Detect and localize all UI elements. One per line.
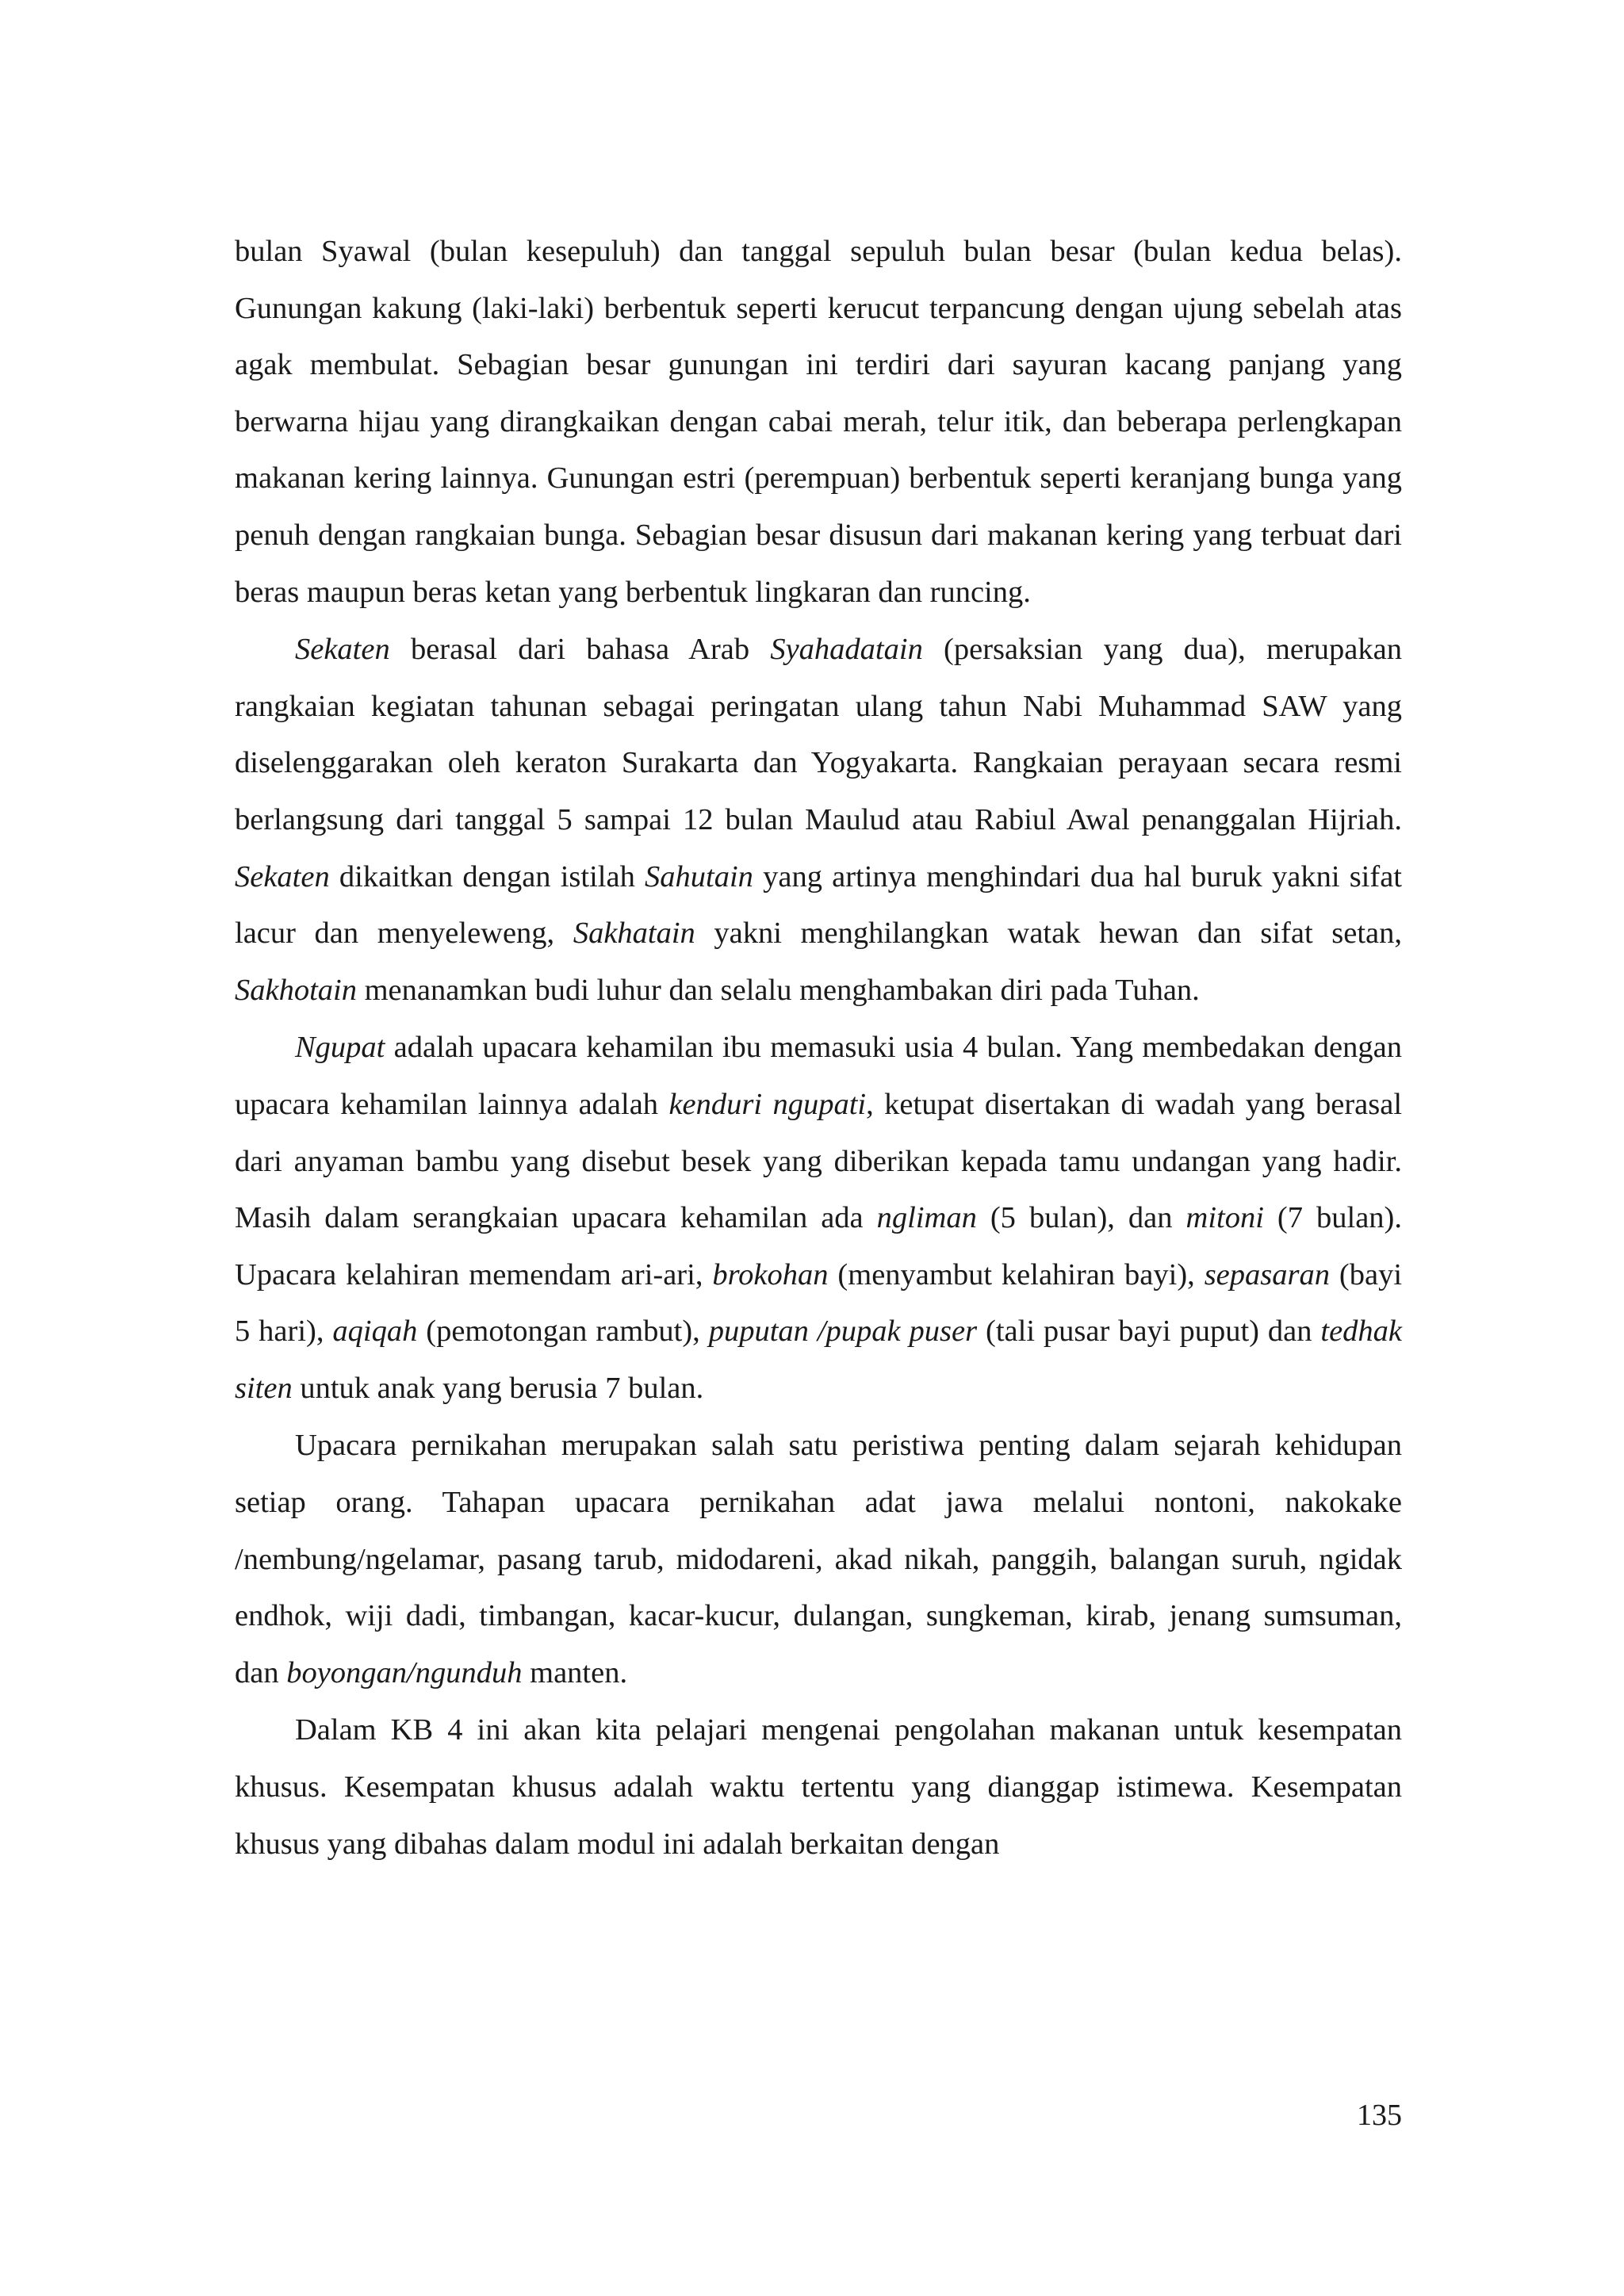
text-run: (menyambut kelahiran bayi), xyxy=(828,1257,1205,1292)
paragraph-1 xyxy=(235,224,1402,621)
italic-term: puputan /pupak puser xyxy=(708,1314,978,1349)
text-run: (7 bulan). Upacara kelahiran memendam ari-ari, xyxy=(235,1201,1402,1292)
text-run: yakni menghilangkan watak hewan dan sifat setan, xyxy=(695,916,1402,951)
italic-term: Syahadatain xyxy=(770,633,923,667)
text-run: (bayi 5 hari), xyxy=(235,1257,1403,1349)
italic-term: ngliman xyxy=(876,1201,977,1235)
text-run: berasal dari bahasa Arab xyxy=(389,633,771,667)
italic-term: Sakhatain xyxy=(573,916,695,951)
paragraph-3 xyxy=(235,1020,1402,1417)
text-run: Upacara pernikahan merupakan salah satu peristiwa penting dalam sejarah kehidupan setiap orang. Tahapan upacara pernikahan adat jawa melalui nontoni, nakokake /nembung/ngelamar, pasang tarub, midodareni, akad nikah, panggih, balangan suruh, ngidak endhok, wiji dadi, timbangan, kacar-kucur, dulangan, sungkeman, kirab, jenang sumsuman, dan xyxy=(235,1429,1402,1689)
paragraph-4 xyxy=(235,1418,1402,1701)
text-run: yang artinya menghindari dua hal buruk yakni sifat lacur dan menyeleweng, xyxy=(235,859,1402,951)
italic-term: Sekaten xyxy=(295,633,390,667)
text-run: (pemotongan rambut), xyxy=(417,1314,709,1349)
italic-term: Sakhotain xyxy=(235,973,357,1007)
italic-term: mitoni xyxy=(1185,1201,1264,1235)
italic-term: brokohan xyxy=(712,1257,829,1292)
text-run: adalah upacara kehamilan ibu memasuki usia 4 bulan. Yang membedakan dengan upacara kehamilan lainnya adalah xyxy=(235,1031,1402,1121)
paragraph-5 xyxy=(235,1702,1402,1873)
italic-term: Sekaten xyxy=(235,859,330,894)
italic-term: sepasaran xyxy=(1204,1257,1330,1292)
italic-term: boyongan/ngunduh xyxy=(286,1655,523,1689)
italic-term: Sahutain xyxy=(645,859,753,894)
text-run: (5 bulan), dan xyxy=(976,1201,1186,1235)
italic-term: aqiqah xyxy=(332,1314,418,1349)
paragraph-2 xyxy=(235,622,1402,1019)
page-number: 135 xyxy=(1357,2099,1402,2132)
italic-term: kenduri ngupati xyxy=(668,1087,867,1121)
italic-term: tedhak siten xyxy=(235,1314,1403,1405)
text-run: manten. xyxy=(522,1655,628,1689)
text-run: (persaksian yang dua), merupakan rangkaian kegiatan tahunan sebagai peringatan ulang tahun Nabi Muhammad SAW yang diselenggarakan oleh keraton Surakarta dan Yogyakarta. Rangkaian perayaan secara resmi berlangsung dari tanggal 5 sampai 12 bulan Maulud atau Rabiul Awal penanggalan Hijriah. xyxy=(235,633,1402,836)
text-run: , ketupat disertakan di wadah yang berasal dari anyaman bambu yang disebut besek yang diberikan kepada tamu undangan yang hadir. Masih dalam serangkaian upacara kehamilan ada xyxy=(235,1087,1403,1235)
text-run: untuk anak yang berusia 7 bulan. xyxy=(292,1371,704,1405)
text-run: menanamkan budi luhur dan selalu menghambakan diri pada Tuhan. xyxy=(356,973,1200,1007)
text-run: (tali pusar bayi puput) dan xyxy=(977,1314,1321,1349)
body-text xyxy=(235,224,1402,1873)
text-run: bulan Syawal (bulan kesepuluh) dan tanggal sepuluh bulan besar (bulan kedua belas). Gunungan kakung (laki-laki) berbentuk seperti kerucut terpancung dengan ujung sebelah atas agak membulat. Sebagian besar gunungan ini terdiri dari sayuran kacang panjang yang berwarna hijau yang dirangkaikan dengan cabai merah, telur itik, dan beberapa perlengkapan makanan kering lainnya. Gunungan estri (perempuan) berbentuk seperti keranjang bunga yang penuh dengan rangkaian bunga. Sebagian besar disusun dari makanan kering yang terbuat dari beras maupun beras ketan yang berbentuk lingkaran dan runcing. xyxy=(235,235,1402,609)
text-run: Dalam KB 4 ini akan kita pelajari mengenai pengolahan makanan untuk kesempatan khusus. Kesempatan khusus adalah waktu tertentu yang dianggap istimewa. Kesempatan khusus yang dibahas dalam modul ini adalah berkaitan dengan xyxy=(235,1713,1402,1861)
text-run: dikaitkan dengan istilah xyxy=(329,859,645,894)
italic-term: Ngupat xyxy=(295,1031,385,1065)
